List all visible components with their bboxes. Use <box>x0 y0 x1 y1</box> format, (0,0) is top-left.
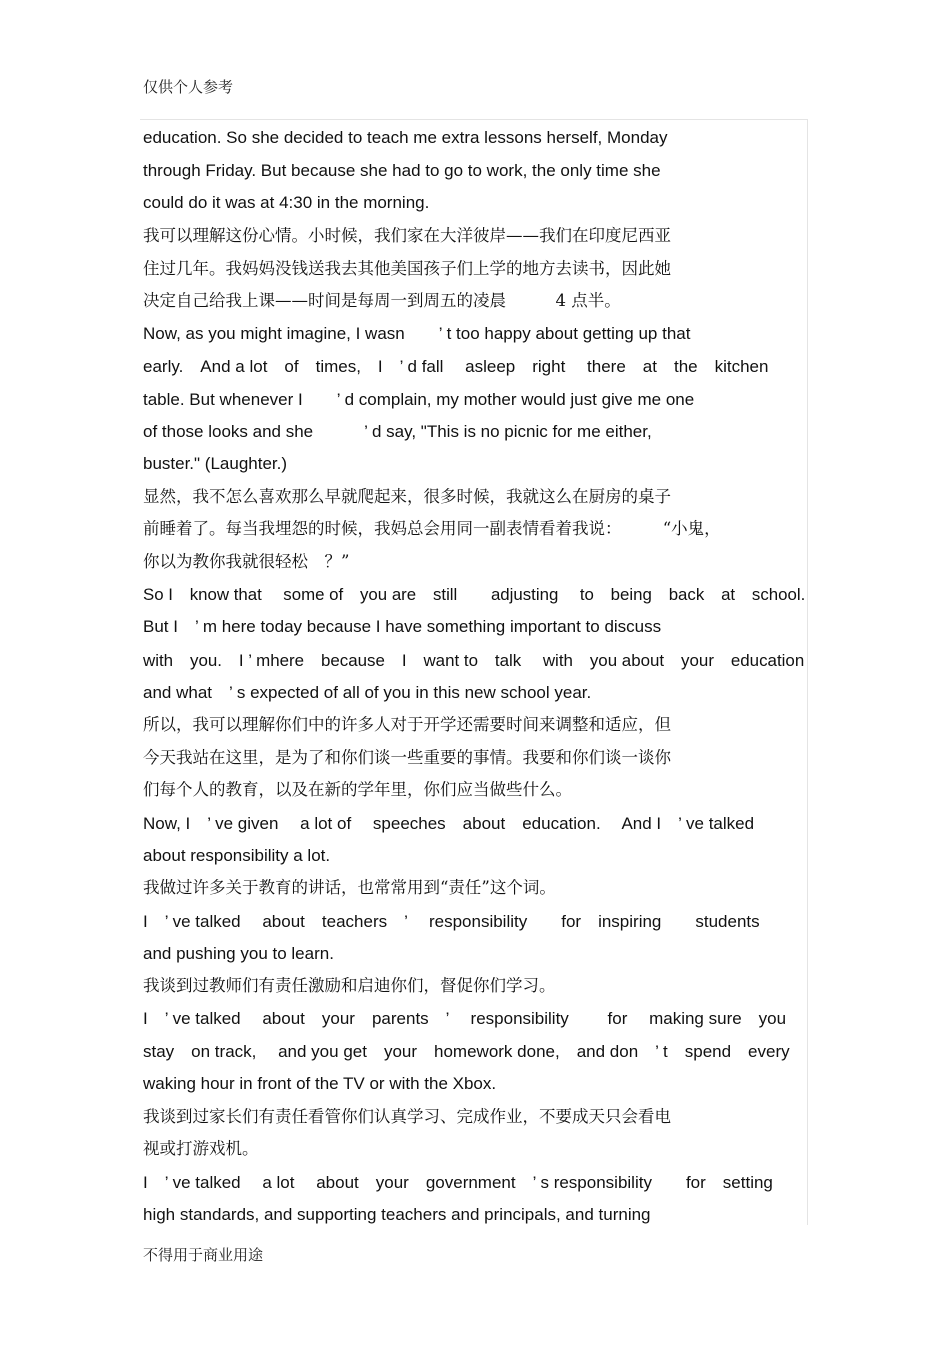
text-line: 显然，我不怎么喜欢那么早就爬起来，很多时候，我就这么在厨房的桌子 <box>143 487 671 506</box>
text-line: 我做过许多关于教育的讲话，也常常用到“责任”这个词。 <box>143 878 556 897</box>
page-header-note: 仅供个人参考 <box>143 78 234 96</box>
text-line: 我谈到过家长们有责任看管你们认真学习、完成作业，不要成天只会看电 <box>143 1107 671 1126</box>
text-line: and pushing you to learn. <box>143 944 334 963</box>
text-line: high standards, and supporting teachers and principals, and turning <box>143 1205 651 1224</box>
text-line: education. So she decided to teach me extra lessons herself, Monday <box>143 128 668 147</box>
text-line: 视或打游戏机。 <box>143 1139 259 1158</box>
text-line: 住过几年。我妈妈没钱送我去其他美国孩子们上学的地方去读书，因此她 <box>143 259 671 278</box>
text-line: But I ’ m here today because I have something important to discuss <box>143 617 662 636</box>
text-line: 我可以理解这份心情。小时候，我们家在大洋彼岸——我们在印度尼西亚 <box>143 226 671 245</box>
text-line: could do it was at 4:30 in the morning. <box>143 193 430 212</box>
text-line: 今天我站在这里，是为了和你们谈一些重要的事情。我要和你们谈一谈你 <box>143 748 671 767</box>
text-line: through Friday. But because she had to go to work, the only time she <box>143 161 661 180</box>
text-line: and what ’ s expected of all of you in this new school year. <box>143 683 592 702</box>
text-line: of those looks and she ’ d say, "This is no picnic for me either, <box>143 422 652 441</box>
text-line: Now, I ’ ve given a lot of speeches about education. And I ’ ve talked <box>143 814 755 833</box>
text-line: 们每个人的教育，以及在新的学年里，你们应当做些什么。 <box>143 780 572 799</box>
text-line: waking hour in front of the TV or with the Xbox. <box>143 1074 497 1093</box>
text-line: stay on track, and you get your homework done, and don ’ t spend every <box>143 1042 790 1061</box>
text-line: table. But whenever I ’ d complain, my mother would just give me one <box>143 390 695 409</box>
text-line: with you. I ’ mhere because I want to talk with you about your education <box>143 651 805 670</box>
text-line: 你以为教你我就很轻松 ？” <box>143 552 350 571</box>
text-line: 前睡着了。每当我埋怨的时候，我妈总会用同一副表情看着我说： “小鬼， <box>143 519 721 538</box>
text-line: buster." (Laughter.) <box>143 454 288 473</box>
text-line: Now, as you might imagine, I wasn ’ t too happy about getting up that <box>143 324 691 343</box>
page-footer-note: 不得用于商业用途 <box>143 1246 264 1264</box>
text-line: So I know that some of you are still adjusting to being back at school. <box>143 585 806 604</box>
text-line: early. And a lot of times, I ’ d fall asleep right there at the kitchen <box>143 357 769 376</box>
text-line: 我谈到过教师们有责任激励和启迪你们，督促你们学习。 <box>143 976 556 995</box>
text-line: I ’ ve talked a lot about your government ’ s responsibility for setting <box>143 1173 773 1192</box>
text-line: about responsibility a lot. <box>143 846 331 865</box>
text-line: I ’ ve talked about teachers ’ responsibility for inspiring students <box>143 912 760 931</box>
text-line: 所以，我可以理解你们中的许多人对于开学还需要时间来调整和适应，但 <box>143 715 671 734</box>
text-line: 决定自己给我上课——时间是每周一到周五的凌晨 4 点半。 <box>143 291 621 310</box>
text-line: I ’ ve talked about your parents ’ responsibility for making sure you <box>143 1009 787 1028</box>
